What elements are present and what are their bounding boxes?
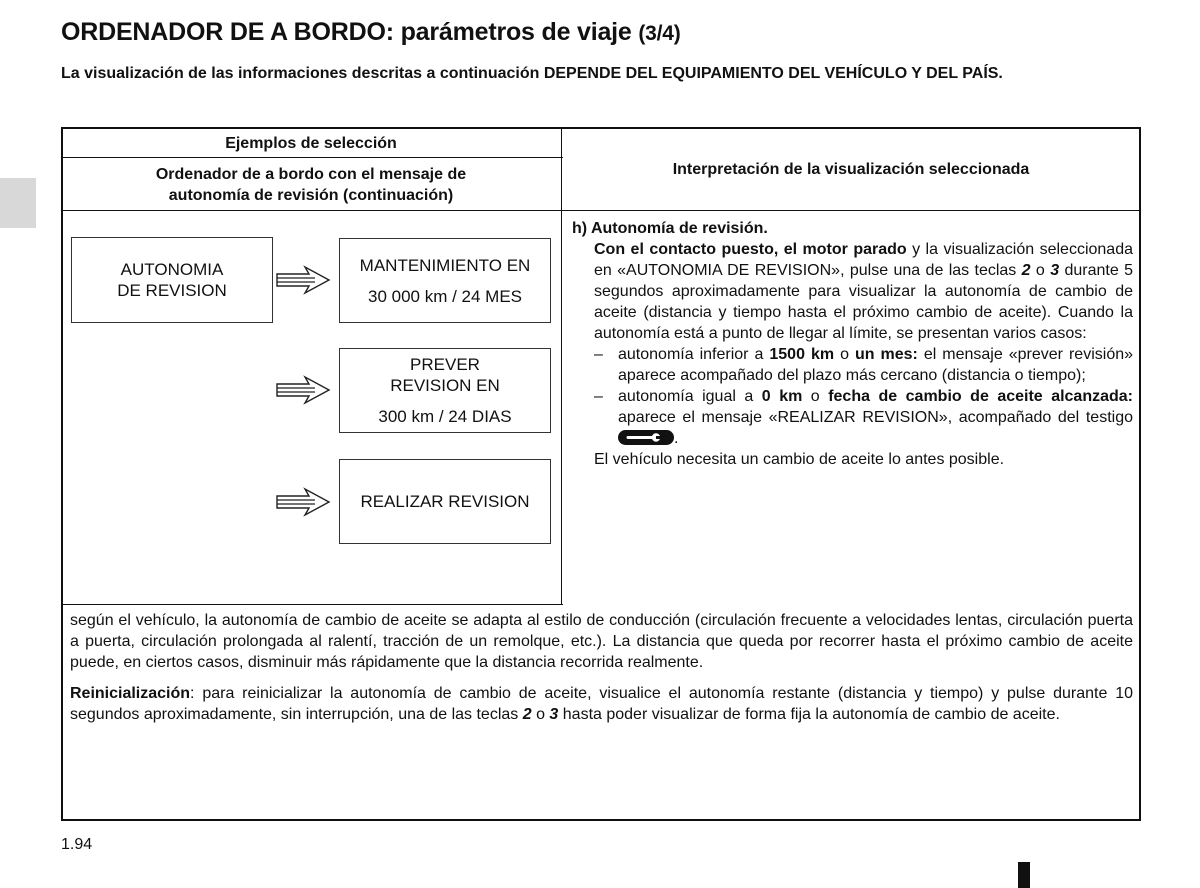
adaptation-note: según el vehículo, la autonomía de cambio de aceite se adapta al estilo de conducción (circulación frecuente a velocidades lentas, circulación puerta a puerta, circulación prolongada al ralentí, tracción de un remolque, etc.). La distancia que queda por recorrer hasta el próximo cambio de aceite puede, en ciertos casos, disminuir más rápidamente que la distancia recorrida realmente. [70,612,1133,671]
display-realizar-revision [339,459,551,544]
text-run: durante 5 segundos aproximadamente para visualizar la autonomía de cambio de aceite (distancia y tiempo hasta el próximo cambio de aceite). Cuando la autonomía está a punto de llegar al límite, se presentan varios casos: [594,262,1133,342]
header-divider-left [61,157,563,158]
key-2: 2 [522,706,532,723]
bottom-notes [70,610,1133,735]
display-line: 30 000 km / 24 MES [367,286,523,306]
display-line: PREVER [410,355,480,374]
case-item-1 [572,344,1133,386]
header-examples: Ejemplos de selección [225,135,397,152]
wrench-warning-light-icon [618,430,674,445]
reset-label: Reinicialización [70,685,191,702]
display-line: REALIZAR REVISION [360,492,530,511]
double-outline-arrow-icon [275,487,331,517]
title-main: ORDENADOR DE A BORDO: parámetros de viaje [61,18,632,46]
display-line: REVISION EN [390,376,500,395]
header-computer-line1: Ordenador de a bordo con el mensaje de [155,166,467,183]
text-run: o [802,388,829,405]
display-prever-revision [339,348,551,433]
text-run: el mensaje «prever revisión» aparece acompañado del plazo más cercano (distancia o tiempo); [618,346,1134,384]
text-run: o [834,346,855,363]
page-title [61,18,681,47]
text-run: o [1030,262,1051,279]
display-line: AUTONOMIA [120,260,224,279]
column-divider [561,127,562,605]
display-autonomia-revision [71,237,273,323]
display-line: DE REVISION [117,281,227,300]
text-run: y la visualización seleccionada en «AUTONOMIA DE REVISION», pulse una de las teclas [594,241,1133,279]
dash: – [594,346,603,363]
equipment-notice: La visualización de las informaciones descritas a continuación DEPENDE DEL EQUIPAMIENTO DEL VEHÍCULO Y DEL PAÍS. [61,65,1003,82]
text-run: autonomía inferior a [618,346,770,363]
header-computer-line2: autonomía de revisión (continuación) [168,187,454,204]
text-run: . [674,430,679,447]
heading-text: h) Autonomía de revisión. [572,220,768,237]
interpretation-heading [572,218,1133,239]
text-run: o [531,706,550,723]
bold-phrase: 1500 km [769,346,835,363]
reset-instructions [70,683,1133,725]
interpretation-paragraph [572,239,1133,344]
key-2: 2 [1021,262,1031,279]
bold-phrase: Con el contacto puesto, el motor parado [594,241,907,258]
display-mantenimiento [339,238,551,323]
final-note: El vehículo necesita un cambio de aceite lo antes posible. [594,451,1005,468]
lower-section-divider [61,604,563,605]
text-run: autonomía igual a [618,388,762,405]
display-line: 300 km / 24 DIAS [378,407,512,426]
title-part: (3/4) [638,22,681,45]
key-3: 3 [1050,262,1060,279]
text-run: hasta poder visualizar de forma fija la autonomía de cambio de aceite. [558,706,1060,723]
chapter-tab-marker [0,178,36,228]
display-line: MANTENIMIENTO EN [359,255,531,275]
text-run: : para reinicializar la autonomía de cambio de aceite, visualice el autonomía restante (distancia y tiempo) y pulse durante 10 segundos aproximadamente, sin interrupción, una de las teclas [70,685,1133,723]
section-edge-mark [1018,862,1030,888]
header-computer [61,164,561,206]
double-outline-arrow-icon [275,265,331,295]
double-outline-arrow-icon [275,375,331,405]
bold-phrase: un mes: [854,346,918,363]
header-interpretation: Interpretación de la visualización seleccionada [672,161,1030,178]
dash: – [594,388,603,405]
bold-phrase: fecha de cambio de aceite alcanzada: [828,388,1133,405]
header-bottom-divider [61,210,1141,211]
page-number: 1.94 [61,836,93,853]
interpretation-text [572,218,1133,470]
bold-phrase: 0 km [761,388,803,405]
text-run: aparece el mensaje «REALIZAR REVISION», acompañado del testigo [618,409,1133,426]
case-item-2 [572,386,1133,449]
key-3: 3 [549,706,559,723]
